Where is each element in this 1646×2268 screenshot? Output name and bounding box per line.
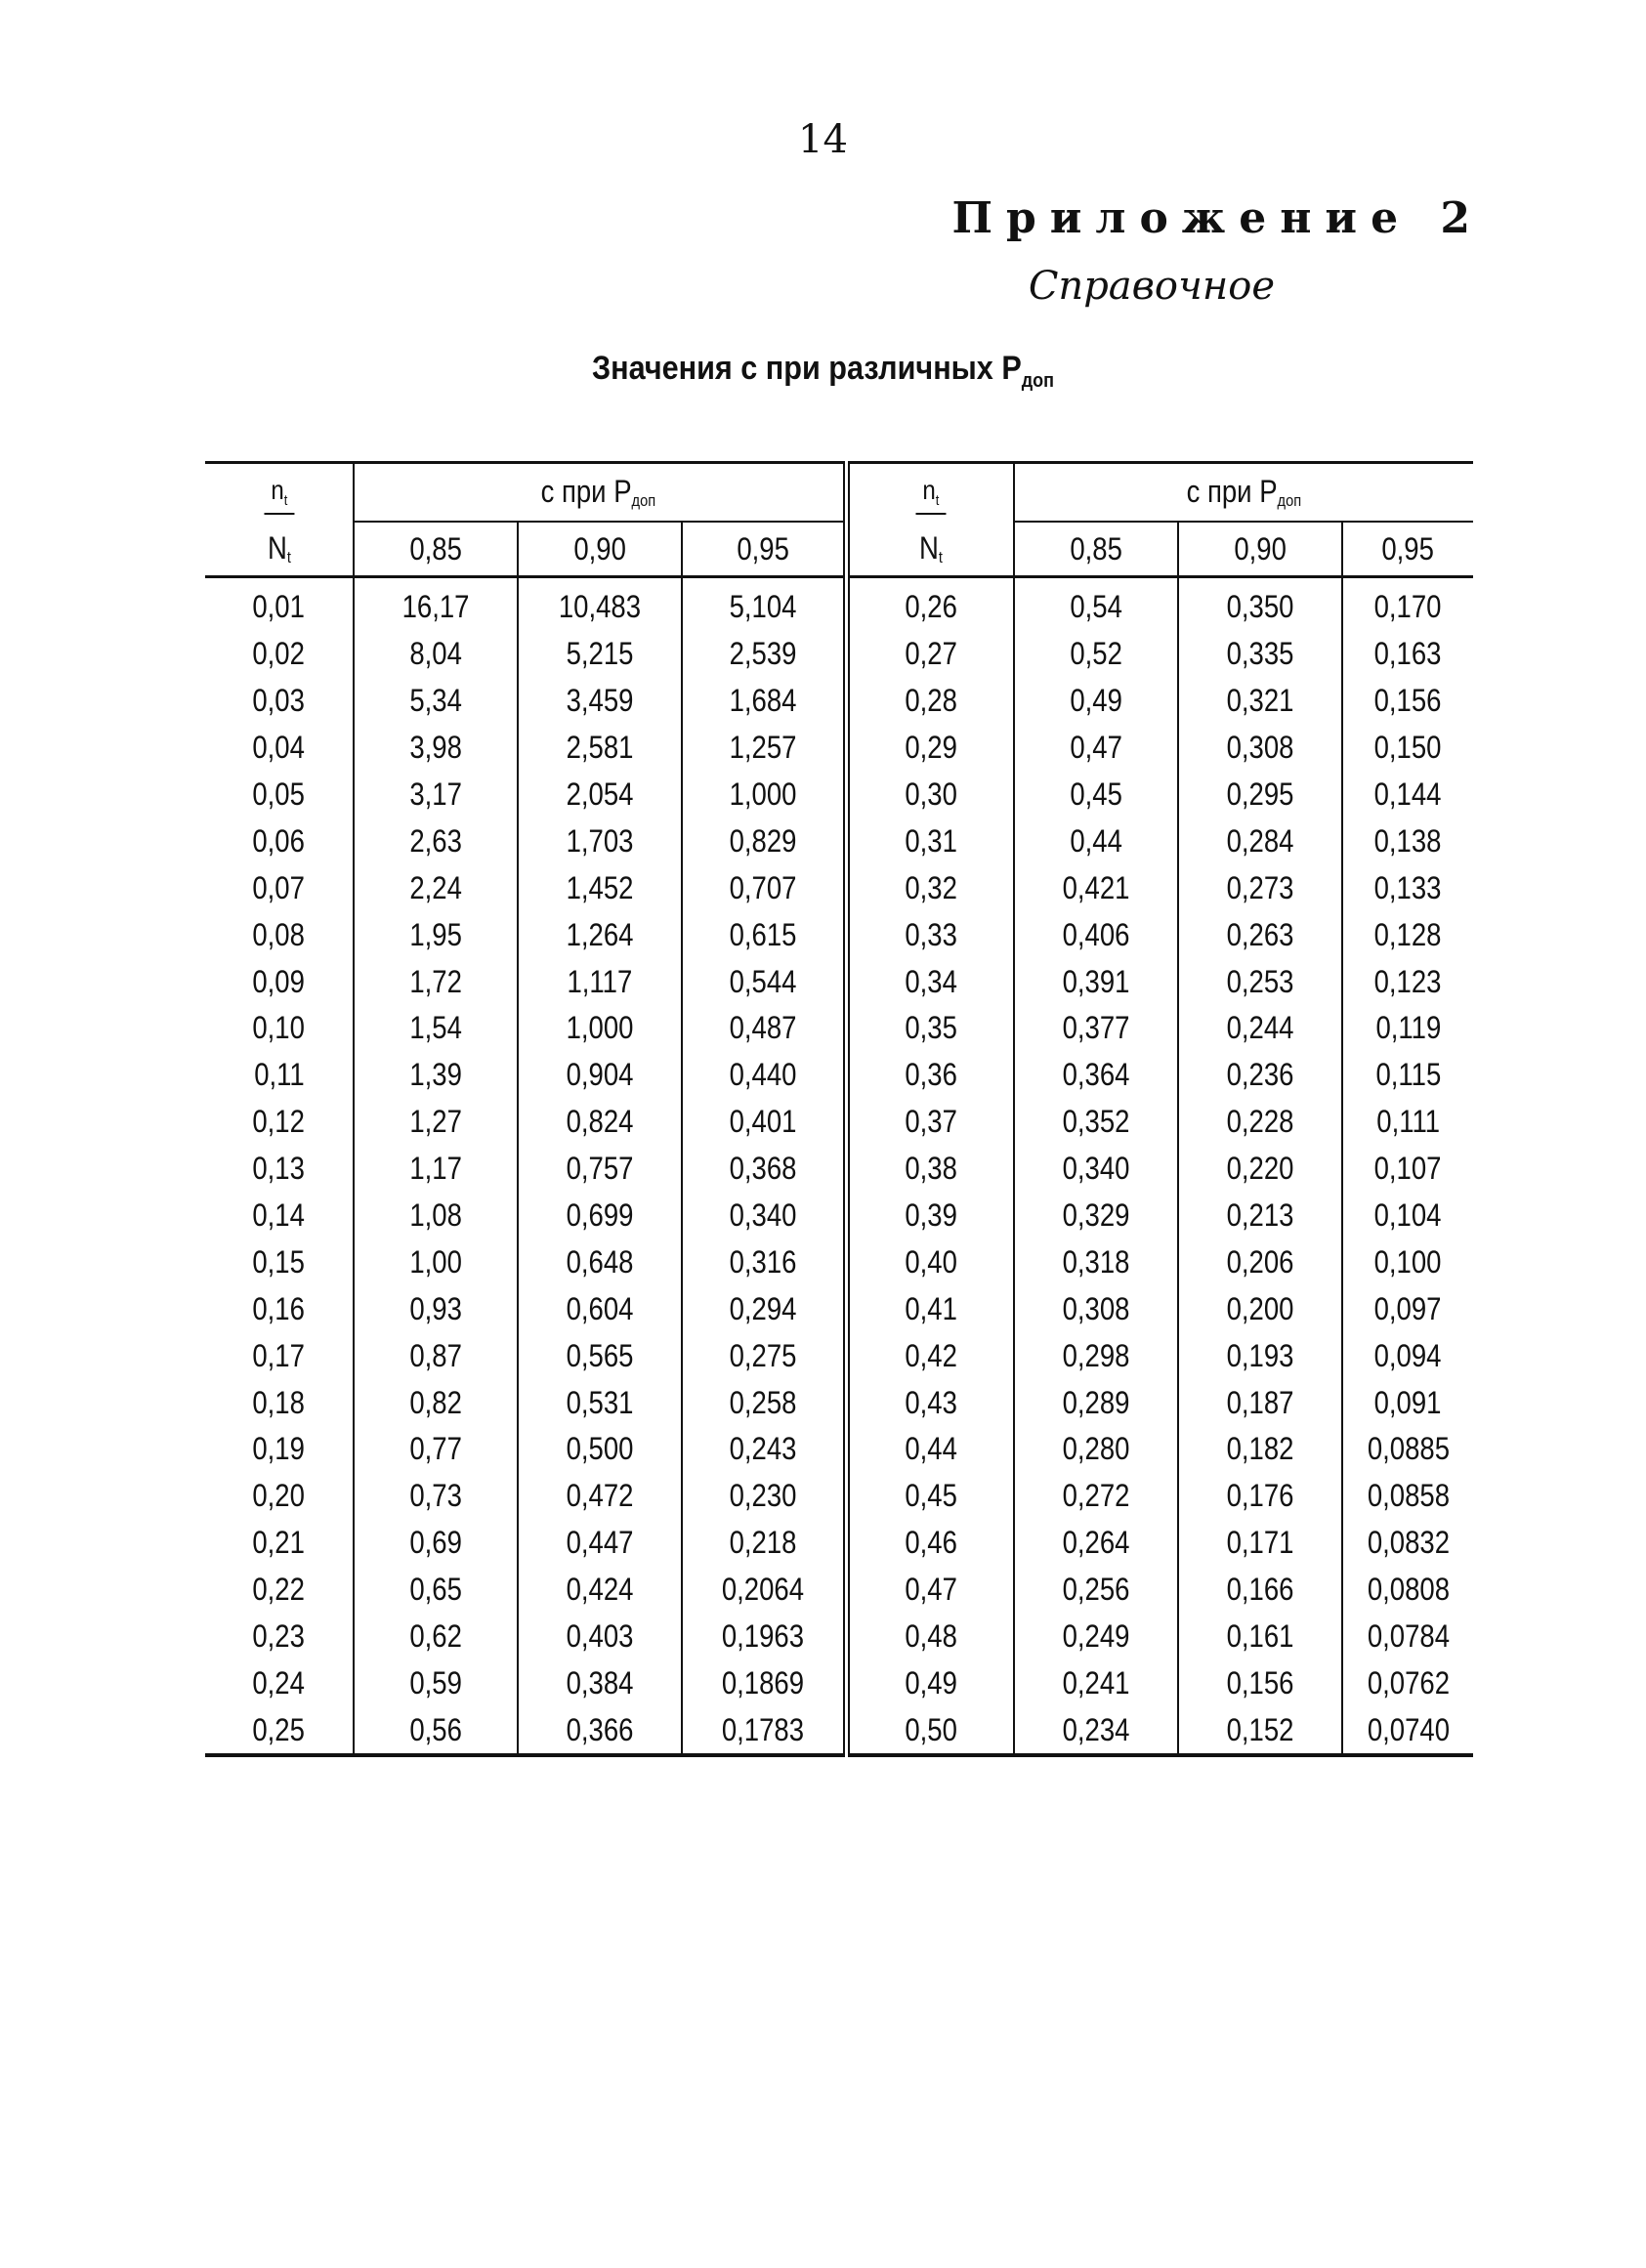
cell-ratio-right: 0,44 bbox=[846, 1426, 1014, 1473]
page-number: 14 bbox=[798, 117, 848, 162]
cell-ratio-left: 0,07 bbox=[252, 869, 306, 905]
cell-ratio-right: 0,33 bbox=[846, 911, 1014, 958]
cell-ratio-left: 0,13 bbox=[252, 1151, 306, 1187]
cell-c-095-right: 0,123 bbox=[1342, 958, 1473, 1005]
table-row bbox=[205, 1379, 1473, 1426]
cell-c-090-right: 0,228 bbox=[1178, 1099, 1342, 1146]
cell-c-085-right: 0,272 bbox=[1014, 1473, 1178, 1520]
cell-ratio-left: 0,10 bbox=[252, 1010, 306, 1046]
cell-c-090-left: 5,215 bbox=[518, 631, 682, 678]
ratio-header-denominator-left bbox=[205, 522, 354, 577]
cell-c-085-right: 0,45 bbox=[1014, 772, 1178, 819]
cell-ratio-left: 0,14 bbox=[252, 1197, 306, 1234]
table-row bbox=[205, 1052, 1473, 1099]
cell-c-085-left: 1,72 bbox=[354, 958, 518, 1005]
cell-ratio-right: 0,31 bbox=[846, 818, 1014, 864]
cell-c-095-right: 0,0808 bbox=[1342, 1567, 1473, 1614]
cell-c-095-left: 1,684 bbox=[682, 678, 846, 725]
cell-ratio-left: 0,04 bbox=[252, 730, 306, 766]
cell-c-085-right: 0,47 bbox=[1014, 725, 1178, 772]
cell-ratio-right: 0,37 bbox=[846, 1099, 1014, 1146]
cell-c-095-right: 0,150 bbox=[1342, 725, 1473, 772]
cell-c-095-left: 0,230 bbox=[682, 1473, 846, 1520]
appendix-subtitle: Справочное bbox=[1028, 264, 1275, 309]
cell-ratio-left: 0,20 bbox=[252, 1478, 306, 1514]
cell-c-085-left: 0,93 bbox=[354, 1285, 518, 1332]
cell-c-085-right: 0,329 bbox=[1014, 1193, 1178, 1239]
cell-c-085-left: 1,95 bbox=[354, 911, 518, 958]
p-value-header: 0,90 bbox=[1178, 522, 1342, 577]
p-value-header: 0,95 bbox=[1342, 522, 1473, 577]
table-row bbox=[205, 1659, 1473, 1706]
cell-c-095-left: 0,401 bbox=[682, 1099, 846, 1146]
group-label-sub-right: доп bbox=[1277, 491, 1302, 510]
cell-c-090-right: 0,156 bbox=[1178, 1659, 1342, 1706]
group-label-left: с при P bbox=[540, 474, 632, 509]
cell-c-085-left: 3,17 bbox=[354, 772, 518, 819]
cell-c-090-right: 0,350 bbox=[1178, 577, 1342, 631]
cell-c-095-left: 0,340 bbox=[682, 1193, 846, 1239]
cell-c-090-left: 0,604 bbox=[518, 1285, 682, 1332]
cell-c-085-left: 0,62 bbox=[354, 1614, 518, 1660]
cell-c-095-right: 0,0858 bbox=[1342, 1473, 1473, 1520]
group-header-right bbox=[1014, 463, 1473, 523]
cell-c-095-right: 0,107 bbox=[1342, 1146, 1473, 1193]
group-label-sub-left: доп bbox=[631, 491, 656, 510]
cell-c-090-left: 0,648 bbox=[518, 1239, 682, 1285]
cell-c-090-left: 0,447 bbox=[518, 1520, 682, 1567]
cell-ratio-left: 0,06 bbox=[252, 822, 306, 859]
cell-c-085-right: 0,52 bbox=[1014, 631, 1178, 678]
cell-c-095-right: 0,094 bbox=[1342, 1332, 1473, 1379]
cell-c-085-right: 0,298 bbox=[1014, 1332, 1178, 1379]
N-index-right: t bbox=[939, 547, 944, 567]
cell-ratio-left: 0,25 bbox=[205, 1706, 354, 1755]
cell-c-090-left: 0,904 bbox=[518, 1052, 682, 1099]
cell-c-090-right: 0,335 bbox=[1178, 631, 1342, 678]
cell-c-095-left: 0,829 bbox=[682, 818, 846, 864]
cell-c-095-left: 0,487 bbox=[682, 1005, 846, 1052]
cell-c-090-right: 0,213 bbox=[1178, 1193, 1342, 1239]
cell-c-085-right: 0,340 bbox=[1014, 1146, 1178, 1193]
cell-c-085-right: 0,54 bbox=[1014, 577, 1178, 631]
table-row bbox=[205, 1567, 1473, 1614]
cell-c-085-right: 0,352 bbox=[1014, 1099, 1178, 1146]
cell-c-085-right: 0,406 bbox=[1014, 911, 1178, 958]
cell-ratio-left: 0,12 bbox=[252, 1104, 306, 1140]
table-body bbox=[205, 577, 1473, 1756]
header-row-groups bbox=[205, 463, 1473, 523]
cell-c-095-left: 2,539 bbox=[682, 631, 846, 678]
table-title-main: Значения c при различных P bbox=[591, 350, 1022, 387]
p-value-header: 0,85 bbox=[354, 522, 518, 577]
cell-c-095-left: 0,275 bbox=[682, 1332, 846, 1379]
n-letter-left: n bbox=[271, 475, 284, 505]
cell-c-090-left: 3,459 bbox=[518, 678, 682, 725]
cell-ratio-left: 0,03 bbox=[252, 683, 306, 719]
cell-c-095-left: 0,544 bbox=[682, 958, 846, 1005]
cell-ratio-left: 0,22 bbox=[252, 1572, 306, 1608]
table-row bbox=[205, 1005, 1473, 1052]
p-value-header: 0,95 bbox=[682, 522, 846, 577]
cell-ratio-right: 0,42 bbox=[846, 1332, 1014, 1379]
table-row bbox=[205, 631, 1473, 678]
cell-c-090-left: 1,452 bbox=[518, 864, 682, 911]
cell-ratio-right: 0,26 bbox=[846, 577, 1014, 631]
cell-c-090-right: 0,284 bbox=[1178, 818, 1342, 864]
cell-c-095-right: 0,119 bbox=[1342, 1005, 1473, 1052]
cell-c-095-right: 0,133 bbox=[1342, 864, 1473, 911]
cell-c-085-left: 1,08 bbox=[354, 1193, 518, 1239]
cell-c-085-right: 0,421 bbox=[1014, 864, 1178, 911]
group-header-left bbox=[354, 463, 846, 523]
table-row bbox=[205, 1332, 1473, 1379]
cell-c-095-left: 0,243 bbox=[682, 1426, 846, 1473]
table-title-subscript: доп bbox=[1021, 369, 1055, 392]
cell-c-085-left: 16,17 bbox=[354, 577, 518, 631]
cell-c-085-left: 0,65 bbox=[354, 1567, 518, 1614]
cell-c-090-right: 0,206 bbox=[1178, 1239, 1342, 1285]
cell-ratio-right: 0,48 bbox=[846, 1614, 1014, 1660]
cell-c-095-right: 0,0762 bbox=[1342, 1659, 1473, 1706]
cell-c-090-left: 0,472 bbox=[518, 1473, 682, 1520]
cell-c-085-left: 0,77 bbox=[354, 1426, 518, 1473]
cell-c-090-right: 0,152 bbox=[1178, 1706, 1342, 1755]
cell-c-085-left: 1,00 bbox=[354, 1239, 518, 1285]
table-row bbox=[205, 1473, 1473, 1520]
cell-ratio-right: 0,29 bbox=[846, 725, 1014, 772]
cell-ratio-right: 0,30 bbox=[846, 772, 1014, 819]
n-index-right: t bbox=[936, 492, 940, 509]
cell-ratio-left: 0,01 bbox=[252, 589, 306, 625]
cell-c-095-left: 0,707 bbox=[682, 864, 846, 911]
cell-c-085-left: 0,69 bbox=[354, 1520, 518, 1567]
cell-c-095-left: 0,258 bbox=[682, 1379, 846, 1426]
cell-ratio-left: 0,24 bbox=[252, 1664, 306, 1701]
cell-c-090-right: 0,220 bbox=[1178, 1146, 1342, 1193]
N-letter-left: N bbox=[267, 529, 287, 566]
cell-c-090-right: 0,295 bbox=[1178, 772, 1342, 819]
cell-ratio-left: 0,05 bbox=[252, 777, 306, 812]
cell-ratio-right: 0,27 bbox=[846, 631, 1014, 678]
cell-c-085-left: 3,98 bbox=[354, 725, 518, 772]
cell-c-090-right: 0,187 bbox=[1178, 1379, 1342, 1426]
cell-c-085-left: 1,27 bbox=[354, 1099, 518, 1146]
table-row bbox=[205, 958, 1473, 1005]
cell-c-085-left: 1,54 bbox=[354, 1005, 518, 1052]
cell-c-090-right: 0,200 bbox=[1178, 1285, 1342, 1332]
cell-ratio-right: 0,46 bbox=[846, 1520, 1014, 1567]
cell-c-085-right: 0,241 bbox=[1014, 1659, 1178, 1706]
cell-c-090-left: 0,824 bbox=[518, 1099, 682, 1146]
cell-c-095-left: 0,368 bbox=[682, 1146, 846, 1193]
cell-c-090-left: 0,500 bbox=[518, 1426, 682, 1473]
cell-c-085-right: 0,289 bbox=[1014, 1379, 1178, 1426]
table-row bbox=[205, 818, 1473, 864]
cell-c-095-right: 0,156 bbox=[1342, 678, 1473, 725]
cell-ratio-right: 0,32 bbox=[846, 864, 1014, 911]
cell-c-095-right: 0,0740 bbox=[1342, 1706, 1473, 1755]
n-index-left: t bbox=[283, 492, 287, 509]
cell-c-095-right: 0,0885 bbox=[1342, 1426, 1473, 1473]
cell-ratio-right: 0,34 bbox=[846, 958, 1014, 1005]
cell-ratio-right: 0,40 bbox=[846, 1239, 1014, 1285]
cell-c-090-right: 0,166 bbox=[1178, 1567, 1342, 1614]
cell-c-095-left: 0,2064 bbox=[682, 1567, 846, 1614]
cell-ratio-right: 0,35 bbox=[846, 1005, 1014, 1052]
values-table bbox=[205, 461, 1473, 1757]
cell-c-095-left: 0,1869 bbox=[682, 1659, 846, 1706]
cell-c-095-left: 0,615 bbox=[682, 911, 846, 958]
cell-c-095-left: 0,1783 bbox=[682, 1706, 846, 1755]
cell-c-090-left: 1,703 bbox=[518, 818, 682, 864]
cell-ratio-right: 0,49 bbox=[846, 1659, 1014, 1706]
table-row bbox=[205, 725, 1473, 772]
cell-c-095-left: 5,104 bbox=[682, 577, 846, 631]
cell-c-085-right: 0,280 bbox=[1014, 1426, 1178, 1473]
cell-c-090-right: 0,263 bbox=[1178, 911, 1342, 958]
cell-c-090-left: 0,384 bbox=[518, 1659, 682, 1706]
cell-c-095-left: 0,440 bbox=[682, 1052, 846, 1099]
cell-c-095-right: 0,144 bbox=[1342, 772, 1473, 819]
cell-c-095-left: 1,257 bbox=[682, 725, 846, 772]
cell-c-095-right: 0,097 bbox=[1342, 1285, 1473, 1332]
cell-c-095-left: 0,316 bbox=[682, 1239, 846, 1285]
cell-c-085-left: 0,56 bbox=[354, 1706, 518, 1755]
cell-c-095-right: 0,111 bbox=[1342, 1099, 1473, 1146]
cell-c-090-left: 1,264 bbox=[518, 911, 682, 958]
cell-ratio-right: 0,45 bbox=[846, 1473, 1014, 1520]
cell-c-085-left: 5,34 bbox=[354, 678, 518, 725]
cell-c-095-right: 0,091 bbox=[1342, 1379, 1473, 1426]
cell-c-090-left: 0,424 bbox=[518, 1567, 682, 1614]
cell-c-085-left: 8,04 bbox=[354, 631, 518, 678]
cell-c-085-right: 0,308 bbox=[1014, 1285, 1178, 1332]
cell-ratio-left: 0,09 bbox=[252, 963, 306, 999]
cell-c-095-right: 0,138 bbox=[1342, 818, 1473, 864]
cell-c-085-right: 0,256 bbox=[1014, 1567, 1178, 1614]
cell-ratio-right: 0,41 bbox=[846, 1285, 1014, 1332]
ratio-header-denominator-right bbox=[846, 522, 1014, 577]
cell-ratio-left: 0,18 bbox=[252, 1384, 306, 1420]
appendix-title: Приложение 2 bbox=[951, 193, 1484, 243]
cell-c-090-right: 0,253 bbox=[1178, 958, 1342, 1005]
cell-c-090-left: 0,366 bbox=[518, 1706, 682, 1755]
table-row bbox=[205, 1146, 1473, 1193]
cell-c-085-left: 0,82 bbox=[354, 1379, 518, 1426]
cell-c-090-left: 0,699 bbox=[518, 1193, 682, 1239]
cell-c-090-right: 0,236 bbox=[1178, 1052, 1342, 1099]
cell-c-085-left: 1,39 bbox=[354, 1052, 518, 1099]
cell-ratio-left: 0,19 bbox=[252, 1431, 306, 1467]
cell-c-095-left: 0,1963 bbox=[682, 1614, 846, 1660]
cell-c-085-left: 0,73 bbox=[354, 1473, 518, 1520]
cell-c-090-right: 0,161 bbox=[1178, 1614, 1342, 1660]
cell-ratio-right: 0,28 bbox=[846, 678, 1014, 725]
cell-c-085-right: 0,44 bbox=[1014, 818, 1178, 864]
cell-c-090-right: 0,193 bbox=[1178, 1332, 1342, 1379]
N-letter-right: N bbox=[919, 529, 940, 566]
p-value-header: 0,90 bbox=[518, 522, 682, 577]
cell-c-090-right: 0,273 bbox=[1178, 864, 1342, 911]
cell-c-085-right: 0,49 bbox=[1014, 678, 1178, 725]
cell-c-090-left: 2,581 bbox=[518, 725, 682, 772]
table-row bbox=[205, 911, 1473, 958]
cell-c-090-left: 10,483 bbox=[518, 577, 682, 631]
cell-c-090-left: 1,117 bbox=[518, 958, 682, 1005]
cell-c-095-right: 0,163 bbox=[1342, 631, 1473, 678]
cell-c-085-right: 0,364 bbox=[1014, 1052, 1178, 1099]
N-index-left: t bbox=[286, 547, 291, 567]
header-row-probabilities bbox=[205, 522, 1473, 577]
cell-c-085-left: 0,59 bbox=[354, 1659, 518, 1706]
cell-c-090-right: 0,182 bbox=[1178, 1426, 1342, 1473]
cell-c-095-right: 0,100 bbox=[1342, 1239, 1473, 1285]
cell-c-085-right: 0,377 bbox=[1014, 1005, 1178, 1052]
cell-c-085-left: 2,24 bbox=[354, 864, 518, 911]
cell-c-095-right: 0,128 bbox=[1342, 911, 1473, 958]
p-value-header: 0,85 bbox=[1014, 522, 1178, 577]
cell-ratio-left: 0,08 bbox=[252, 916, 306, 952]
cell-c-085-right: 0,264 bbox=[1014, 1520, 1178, 1567]
cell-c-095-right: 0,115 bbox=[1342, 1052, 1473, 1099]
cell-c-095-right: 0,0784 bbox=[1342, 1614, 1473, 1660]
cell-c-095-right: 0,104 bbox=[1342, 1193, 1473, 1239]
n-letter-right: n bbox=[922, 475, 937, 505]
cell-c-095-right: 0,170 bbox=[1342, 577, 1473, 631]
cell-ratio-right: 0,36 bbox=[846, 1052, 1014, 1099]
group-label-right: с при P bbox=[1186, 474, 1278, 509]
cell-ratio-left: 0,15 bbox=[252, 1243, 306, 1280]
cell-c-085-left: 0,87 bbox=[354, 1332, 518, 1379]
cell-ratio-right: 0,47 bbox=[846, 1567, 1014, 1614]
cell-c-095-left: 0,294 bbox=[682, 1285, 846, 1332]
cell-c-090-left: 1,000 bbox=[518, 1005, 682, 1052]
table-row bbox=[205, 1614, 1473, 1660]
table-row bbox=[205, 1426, 1473, 1473]
cell-ratio-right: 0,38 bbox=[846, 1146, 1014, 1193]
cell-ratio-right: 0,43 bbox=[846, 1379, 1014, 1426]
table-row bbox=[205, 1706, 1473, 1755]
cell-c-095-right: 0,0832 bbox=[1342, 1520, 1473, 1567]
table-row bbox=[205, 678, 1473, 725]
cell-ratio-left: 0,02 bbox=[252, 636, 306, 672]
cell-ratio-left: 0,11 bbox=[253, 1057, 305, 1093]
cell-c-085-right: 0,234 bbox=[1014, 1706, 1178, 1755]
cell-ratio-left: 0,21 bbox=[252, 1525, 306, 1561]
cell-c-095-left: 0,218 bbox=[682, 1520, 846, 1567]
table-title bbox=[82, 350, 1564, 393]
table-row bbox=[205, 1239, 1473, 1285]
cell-c-085-left: 1,17 bbox=[354, 1146, 518, 1193]
cell-c-090-left: 0,565 bbox=[518, 1332, 682, 1379]
cell-c-085-left: 2,63 bbox=[354, 818, 518, 864]
cell-c-090-right: 0,321 bbox=[1178, 678, 1342, 725]
cell-c-090-right: 0,244 bbox=[1178, 1005, 1342, 1052]
cell-c-085-right: 0,249 bbox=[1014, 1614, 1178, 1660]
cell-ratio-left: 0,23 bbox=[252, 1618, 306, 1655]
cell-c-085-right: 0,318 bbox=[1014, 1239, 1178, 1285]
ratio-header-numerator-right bbox=[846, 463, 1014, 523]
cell-c-090-left: 0,403 bbox=[518, 1614, 682, 1660]
cell-c-085-right: 0,391 bbox=[1014, 958, 1178, 1005]
table-row bbox=[205, 772, 1473, 819]
cell-ratio-right: 0,39 bbox=[846, 1193, 1014, 1239]
cell-ratio-left: 0,17 bbox=[252, 1337, 306, 1373]
cell-c-090-left: 0,531 bbox=[518, 1379, 682, 1426]
ratio-header-numerator-left bbox=[205, 463, 354, 523]
cell-ratio-right: 0,50 bbox=[846, 1706, 1014, 1755]
table-row bbox=[205, 1285, 1473, 1332]
table-row bbox=[205, 1520, 1473, 1567]
cell-c-090-left: 2,054 bbox=[518, 772, 682, 819]
cell-c-090-right: 0,308 bbox=[1178, 725, 1342, 772]
cell-c-090-left: 0,757 bbox=[518, 1146, 682, 1193]
cell-c-090-right: 0,176 bbox=[1178, 1473, 1342, 1520]
cell-ratio-left: 0,16 bbox=[252, 1290, 306, 1326]
table-row bbox=[205, 1099, 1473, 1146]
table-row bbox=[205, 1193, 1473, 1239]
table-row bbox=[205, 864, 1473, 911]
cell-c-095-left: 1,000 bbox=[682, 772, 846, 819]
table-row bbox=[205, 577, 1473, 631]
cell-c-090-right: 0,171 bbox=[1178, 1520, 1342, 1567]
